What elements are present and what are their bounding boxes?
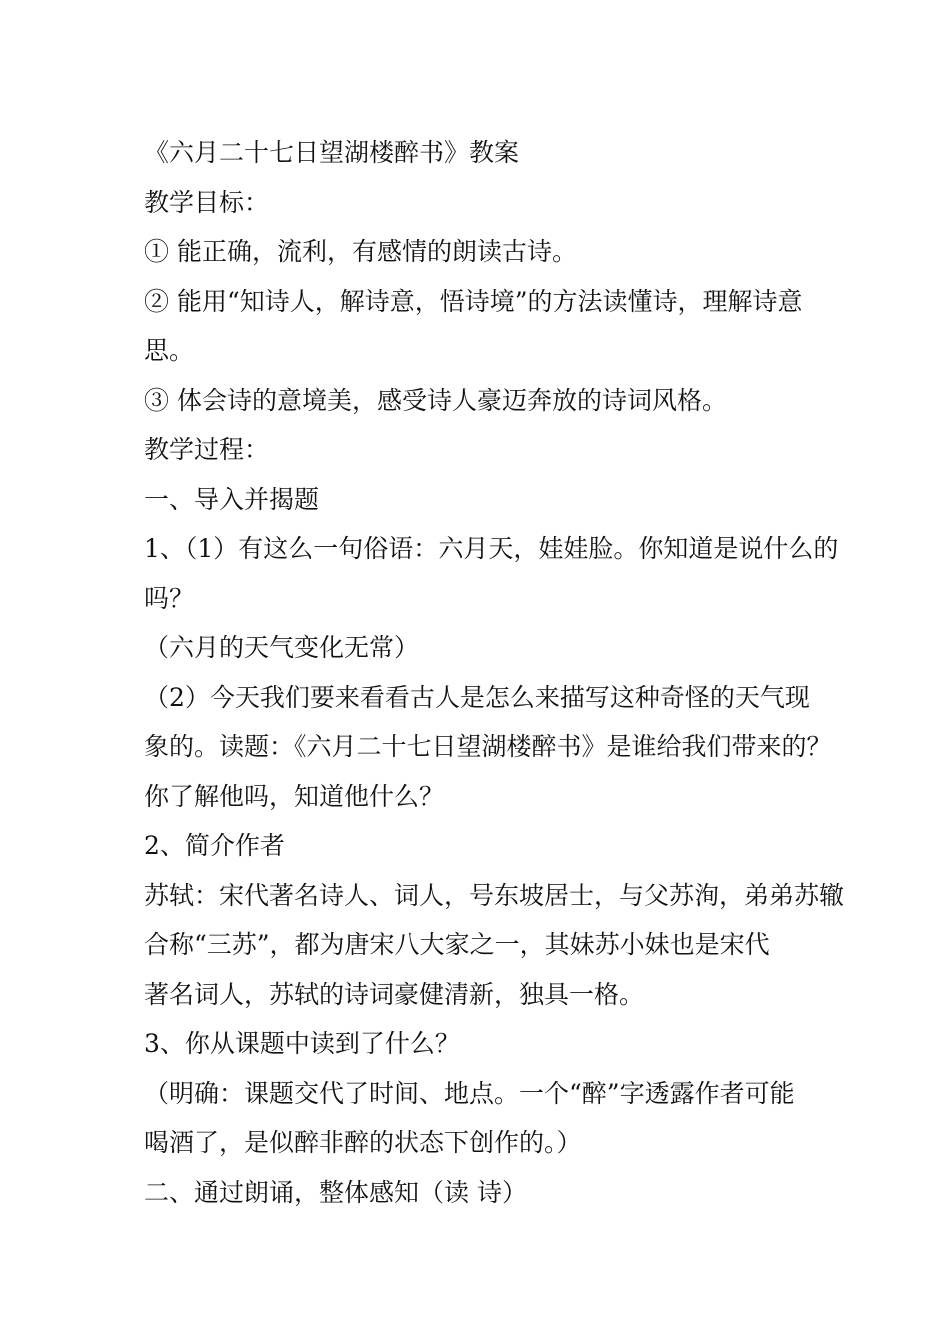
goal-item-1: ① 能正确，流利，有感情的朗读古诗。	[144, 237, 577, 266]
step-1-question-cont: 吗？	[144, 583, 195, 613]
section-2-heading: 二、通过朗诵，整体感知（读 诗）	[144, 1177, 527, 1207]
author-intro-cont: 合称“三苏”，都为唐宋八大家之一，其妹苏小妹也是宋代	[144, 930, 770, 959]
section-1-heading: 一、导入并揭题	[144, 484, 320, 514]
document-title: 《六月二十七日望湖楼醉书》教案	[144, 138, 520, 167]
step-2-heading: 2、简介作者	[144, 831, 285, 860]
document-body	[144, 128, 845, 1217]
step-1-part-2-end: 你了解他吗，知道他什么？	[144, 781, 445, 811]
step-1-part-2: （2）今天我们要来看看古人是怎么来描写这种奇怪的天气现	[144, 682, 810, 712]
goal-item-3: ③ 体会诗的意境美，感受诗人豪迈奔放的诗词风格。	[144, 385, 727, 415]
step-3-answer-cont: 喝酒了，是似醉非醉的状态下创作的。）	[144, 1128, 582, 1157]
heading-teaching-process: 教学过程：	[144, 435, 270, 464]
step-3-heading: 3、你从课题中读到了什么？	[144, 1029, 460, 1058]
step-3-answer: （明确：课题交代了时间、地点。一个“醉”字透露作者可能	[144, 1078, 795, 1108]
step-1-part-2-cont: 象的。读题：《六月二十七日望湖楼醉书》是谁给我们带来的？	[144, 732, 832, 761]
goal-item-2-cont: 思。	[144, 336, 195, 365]
author-intro-end: 著名词人，苏轼的诗词豪健清新，独具一格。	[144, 979, 645, 1009]
goal-item-2: ② 能用“知诗人，解诗意，悟诗境”的方法读懂诗，理解诗意	[144, 286, 803, 316]
step-1-answer: （六月的天气变化无常）	[144, 633, 420, 662]
heading-teaching-goals: 教学目标：	[144, 187, 270, 217]
step-1-question: 1、（1）有这么一句俗语：六月天，娃娃脸。你知道是说什么的	[144, 534, 839, 563]
author-intro: 苏轼：宋代著名诗人、词人，号东坡居士，与父苏洵，弟弟苏辙	[144, 880, 845, 910]
